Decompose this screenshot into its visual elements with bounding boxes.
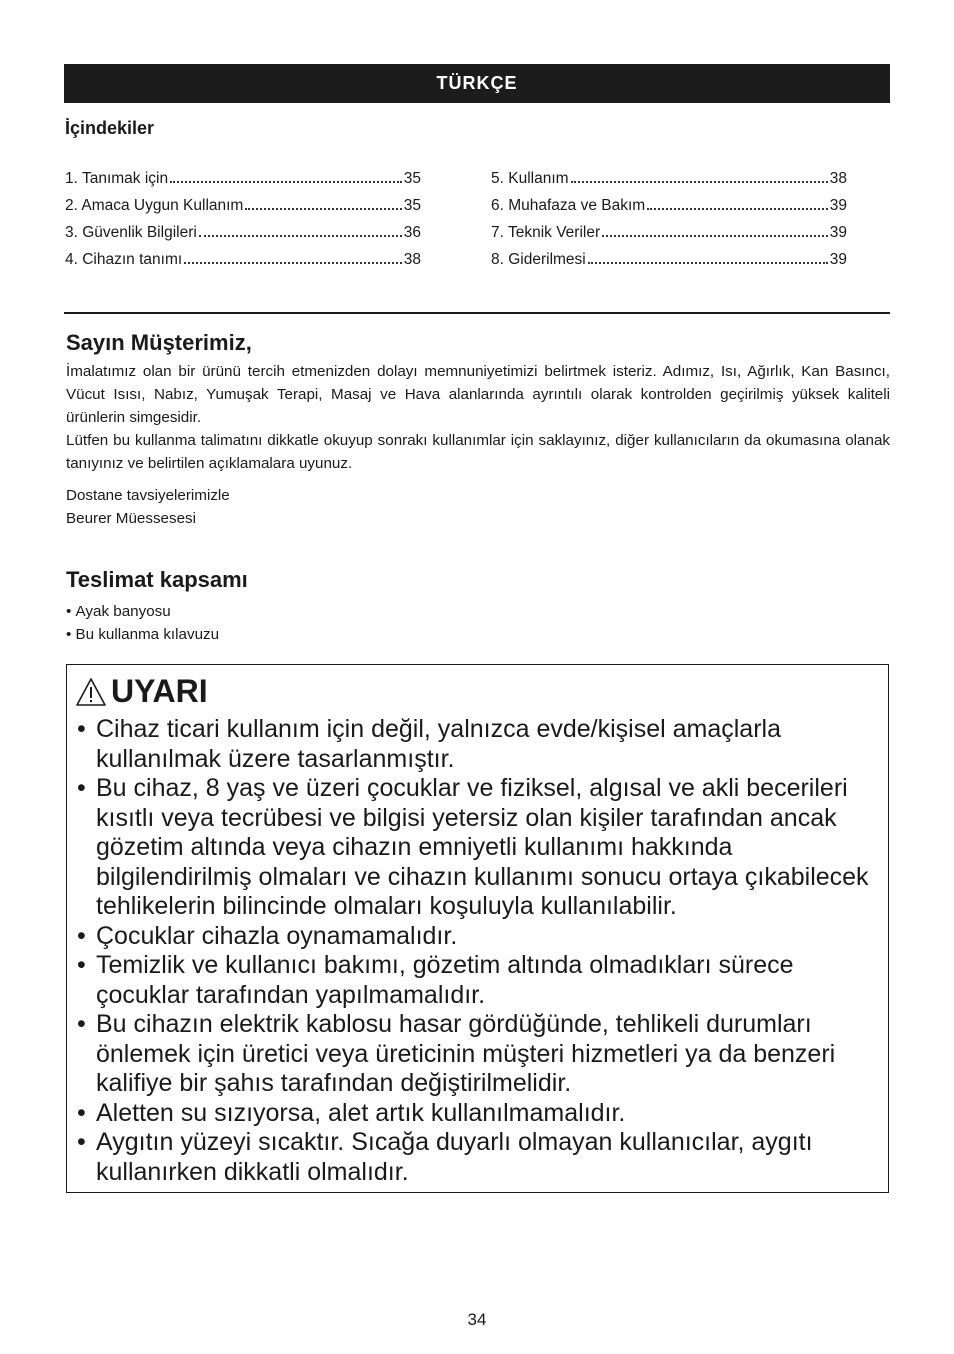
warning-item: • Temizlik ve kullanıcı bakımı, gözetim altında olmadıkları sürece çocuklar tarafından yapılmamalıdır.	[77, 951, 887, 1010]
warning-title	[75, 673, 208, 710]
toc-entry-page: 36	[403, 224, 421, 241]
toc-entry[interactable]	[65, 246, 421, 273]
toc-entry-page: 35	[403, 197, 421, 214]
toc-entry-label: 3. Güvenlik Bilgileri	[65, 224, 197, 241]
page-number: 34	[467, 1310, 487, 1329]
warning-item: • Çocuklar cihazla oynamamalıdır.	[77, 922, 887, 952]
toc-column-right	[491, 165, 847, 273]
toc-leader-dots	[647, 208, 828, 210]
toc-entry-page: 39	[829, 197, 847, 214]
toc-leader-dots	[571, 181, 828, 183]
toc-leader-dots	[602, 235, 828, 237]
warning-item: • Cihaz ticari kullanım için değil, yalnızca evde/kişisel amaçlarla kullanılmak üzere tasarlanmıştır.	[77, 715, 887, 774]
toc-entry-label: 1. Tanımak için	[65, 170, 169, 187]
toc-entry-page: 39	[829, 224, 847, 241]
toc-entry[interactable]	[491, 192, 847, 219]
warning-item: • Bu cihaz, 8 yaş ve üzeri çocuklar ve fiziksel, algısal ve akli becerileri kısıtlı veya tecrübesi ve bilgisi yetersiz olan kişiler tarafından ancak gözetim altında veya cihazın emniyetli kullanımı hakkında bilgilendirilmiş olmaları ve cihazın kullanımı sonucu ortaya çıkabilecek tehlikelerin bilincinde olmaları koşuluyla kullanılabilir.	[77, 774, 887, 922]
greeting-paragraph-2: Lütfen bu kullanma talimatını dikkatle okuyup sonrakı kullanımlar için saklayınız, diğer kullanıcıların da okumasına olanak tanıyınız ve belirtilen açıklamalara uyunuz.	[66, 432, 890, 472]
toc-title: İçindekiler	[65, 118, 155, 138]
delivery-list	[66, 601, 219, 646]
toc-entry-label: 6. Muhafaza ve Bakım	[491, 197, 646, 214]
toc-entry[interactable]	[491, 165, 847, 192]
warning-triangle-icon	[75, 677, 107, 707]
warning-item: • Bu cihazın elektrik kablosu hasar gördüğünde, tehlikeli durumları önlemek için üretici veya üreticinin müşteri hizmetleri ya da benzeri kalifiye bir şahıs tarafından değiştirilmelidir.	[77, 1010, 887, 1099]
toc-entry-label: 4. Cihazın tanımı	[65, 251, 183, 268]
toc-entry[interactable]	[65, 165, 421, 192]
toc-entry-label: 7. Teknik Veriler	[491, 224, 601, 241]
toc-entry-page: 35	[403, 170, 421, 187]
list-item: • Bu kullanma kılavuzu	[66, 624, 219, 647]
toc-leader-dots	[199, 235, 402, 237]
warning-list	[77, 715, 887, 1187]
greeting-paragraph-1: İmalatımız olan bir ürünü tercih etmenizden dolayı memnuniyetimizi belirtmek isteriz. Adımız, Isı, Ağırlık, Kan Basıncı, Vücut Isısı, Nabız, Yumuşak Terapi, Masaj ve Hava alanlarında ayrıntılı olarak kontrolden geçirilmiş yüksek kaliteli ürünlerin simgesidir.	[66, 363, 890, 426]
toc-entry-label: 8. Giderilmesi	[491, 251, 586, 268]
signature-line-2: Beurer Müessesesi	[66, 510, 196, 527]
toc-leader-dots	[170, 181, 402, 183]
toc-entry[interactable]	[491, 246, 847, 273]
warning-title-text: UYARI	[111, 673, 208, 709]
toc-column-left	[65, 165, 421, 273]
toc-leader-dots	[245, 208, 401, 210]
toc-entry-page: 39	[829, 251, 847, 268]
signature-line-1: Dostane tavsiyelerimizle	[66, 487, 230, 504]
toc-entry[interactable]	[491, 219, 847, 246]
toc-leader-dots	[588, 262, 828, 264]
language-label: TÜRKÇE	[436, 73, 518, 93]
warning-box	[66, 664, 889, 1193]
warning-item: • Aletten su sızıyorsa, alet artık kullanılmamalıdır.	[77, 1099, 887, 1129]
toc-entry[interactable]	[65, 192, 421, 219]
list-item: • Ayak banyosu	[66, 601, 219, 624]
warning-item: • Aygıtın yüzeyi sıcaktır. Sıcağa duyarlı olmayan kullanıcılar, aygıtı kullanırken dikkatli olmalıdır.	[77, 1128, 887, 1187]
language-header	[64, 64, 890, 103]
toc-entry-label: 5. Kullanım	[491, 170, 569, 187]
toc-leader-dots	[184, 262, 402, 264]
toc-entry-page: 38	[403, 251, 421, 268]
greeting-heading: Sayın Müşterimiz,	[66, 330, 252, 355]
delivery-heading: Teslimat kapsamı	[66, 567, 248, 592]
section-divider	[64, 312, 890, 314]
toc-entry-label: 2. Amaca Uygun Kullanım	[65, 197, 244, 214]
toc-entry-page: 38	[829, 170, 847, 187]
toc-entry[interactable]	[65, 219, 421, 246]
